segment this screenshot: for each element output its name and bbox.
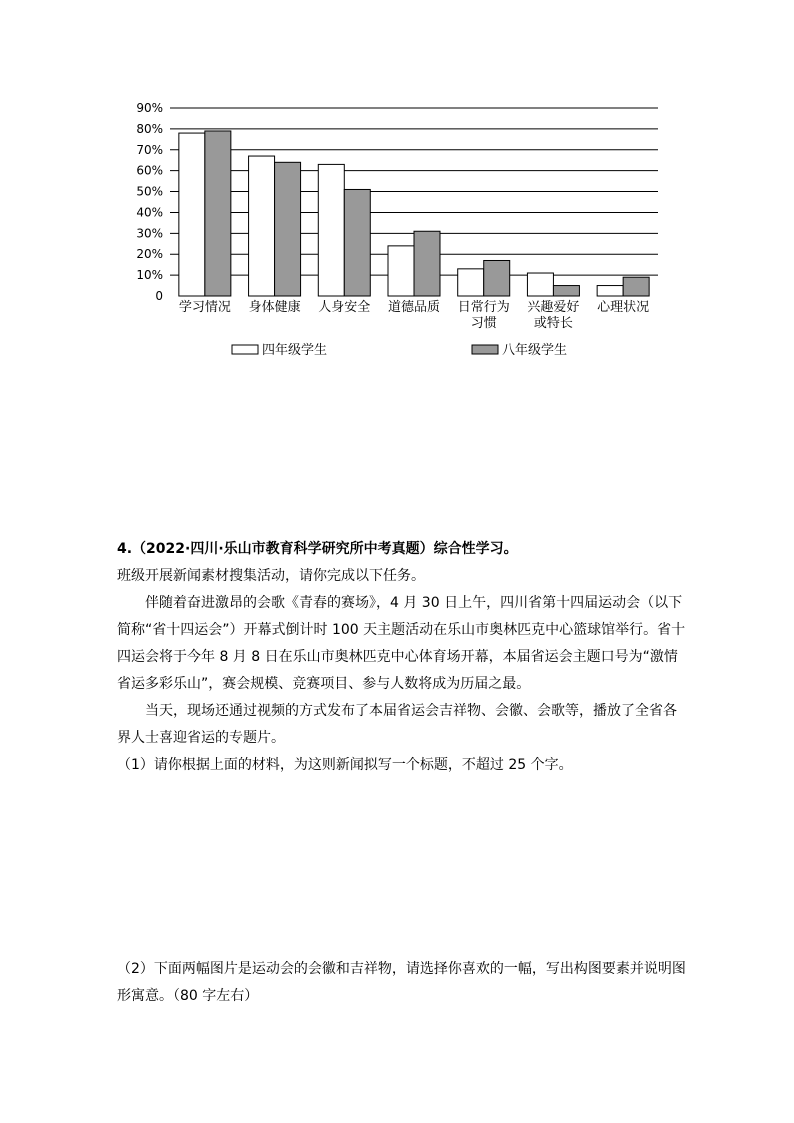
- x-category-label: 习惯: [470, 316, 497, 331]
- bar-grade4: [249, 156, 275, 296]
- news-paragraph-2: 当天，现场还通过视频的方式发布了本届省运会吉祥物、会徽、会歌等，播放了全省各界人士喜迎省运的专题片。: [117, 703, 677, 746]
- bar-grade8: [623, 277, 649, 296]
- bar-grade4: [597, 286, 623, 296]
- question-4-intro: 班级开展新闻素材搜集活动，请你完成以下任务。: [117, 568, 425, 584]
- x-category-label: 人身安全: [318, 300, 371, 315]
- bar-grade8: [205, 131, 231, 296]
- bar-grade8: [553, 286, 579, 296]
- y-tick-label: 60%: [136, 163, 163, 178]
- bar-grade4: [318, 164, 344, 296]
- bar-grade8: [484, 260, 510, 296]
- y-tick-label: 90%: [136, 101, 163, 115]
- legend-label-grade8: 八年级学生: [502, 343, 568, 358]
- x-category-label: 身体健康: [248, 300, 301, 315]
- survey-bar-chart: [0, 0, 794, 380]
- x-category-label: 道德品质: [387, 300, 441, 315]
- x-category-label: 日常行为: [457, 300, 510, 315]
- question-4-heading: 4.（2022·四川·乐山市教育科学研究所中考真题）综合性学习。: [117, 541, 518, 557]
- legend-label-grade4: 四年级学生: [262, 343, 328, 358]
- sub-question-1: （1）请你根据上面的材料，为这则新闻拟写一个标题，不超过 25 个字。: [117, 757, 573, 773]
- bar-grade4: [179, 133, 205, 296]
- y-tick-label: 30%: [136, 226, 163, 241]
- bar-grade8: [414, 231, 440, 296]
- y-tick-label: 80%: [136, 121, 163, 136]
- x-category-label: 学习情况: [178, 300, 231, 315]
- y-tick-label: 50%: [136, 184, 163, 199]
- bar-grade8: [275, 162, 301, 296]
- bar-grade4: [527, 273, 553, 296]
- x-category-label: 心理状况: [597, 300, 650, 315]
- bar-grade8: [344, 189, 370, 296]
- sub-question-2: （2）下面两幅图片是运动会的会徽和吉祥物，请选择你喜欢的一幅，写出构图要素并说明图形寓意。（80 字左右）: [117, 961, 686, 1004]
- x-category-label: 兴趣爱好: [527, 300, 580, 315]
- y-tick-label: 70%: [136, 142, 163, 157]
- legend-swatch-grade8: [472, 345, 498, 354]
- bar-grade4: [458, 269, 484, 296]
- y-tick-label: 40%: [136, 205, 163, 220]
- news-paragraph-1: 伴随着奋进激昂的会歌《青春的赛场》，4 月 30 日上午，四川省第十四届运动会（以下简称“省十四运会”）开幕式倒计时 100 天主题活动在乐山市奥林匹克中心篮球馆举行。省十四运会将于今年 8 月 8 日在乐山市奥林匹克中心体育场开幕，本届省运会主题口号为“激情省运多彩乐山”，赛会规模、竞赛项目、参与人数将成为历届之最。: [117, 595, 686, 692]
- y-tick-label: 20%: [136, 247, 163, 262]
- x-category-label: 或特长: [533, 316, 573, 331]
- legend-swatch-grade4: [232, 345, 258, 354]
- y-tick-label: 10%: [136, 268, 163, 283]
- y-tick-label: 0: [155, 289, 163, 303]
- bar-grade4: [388, 246, 414, 296]
